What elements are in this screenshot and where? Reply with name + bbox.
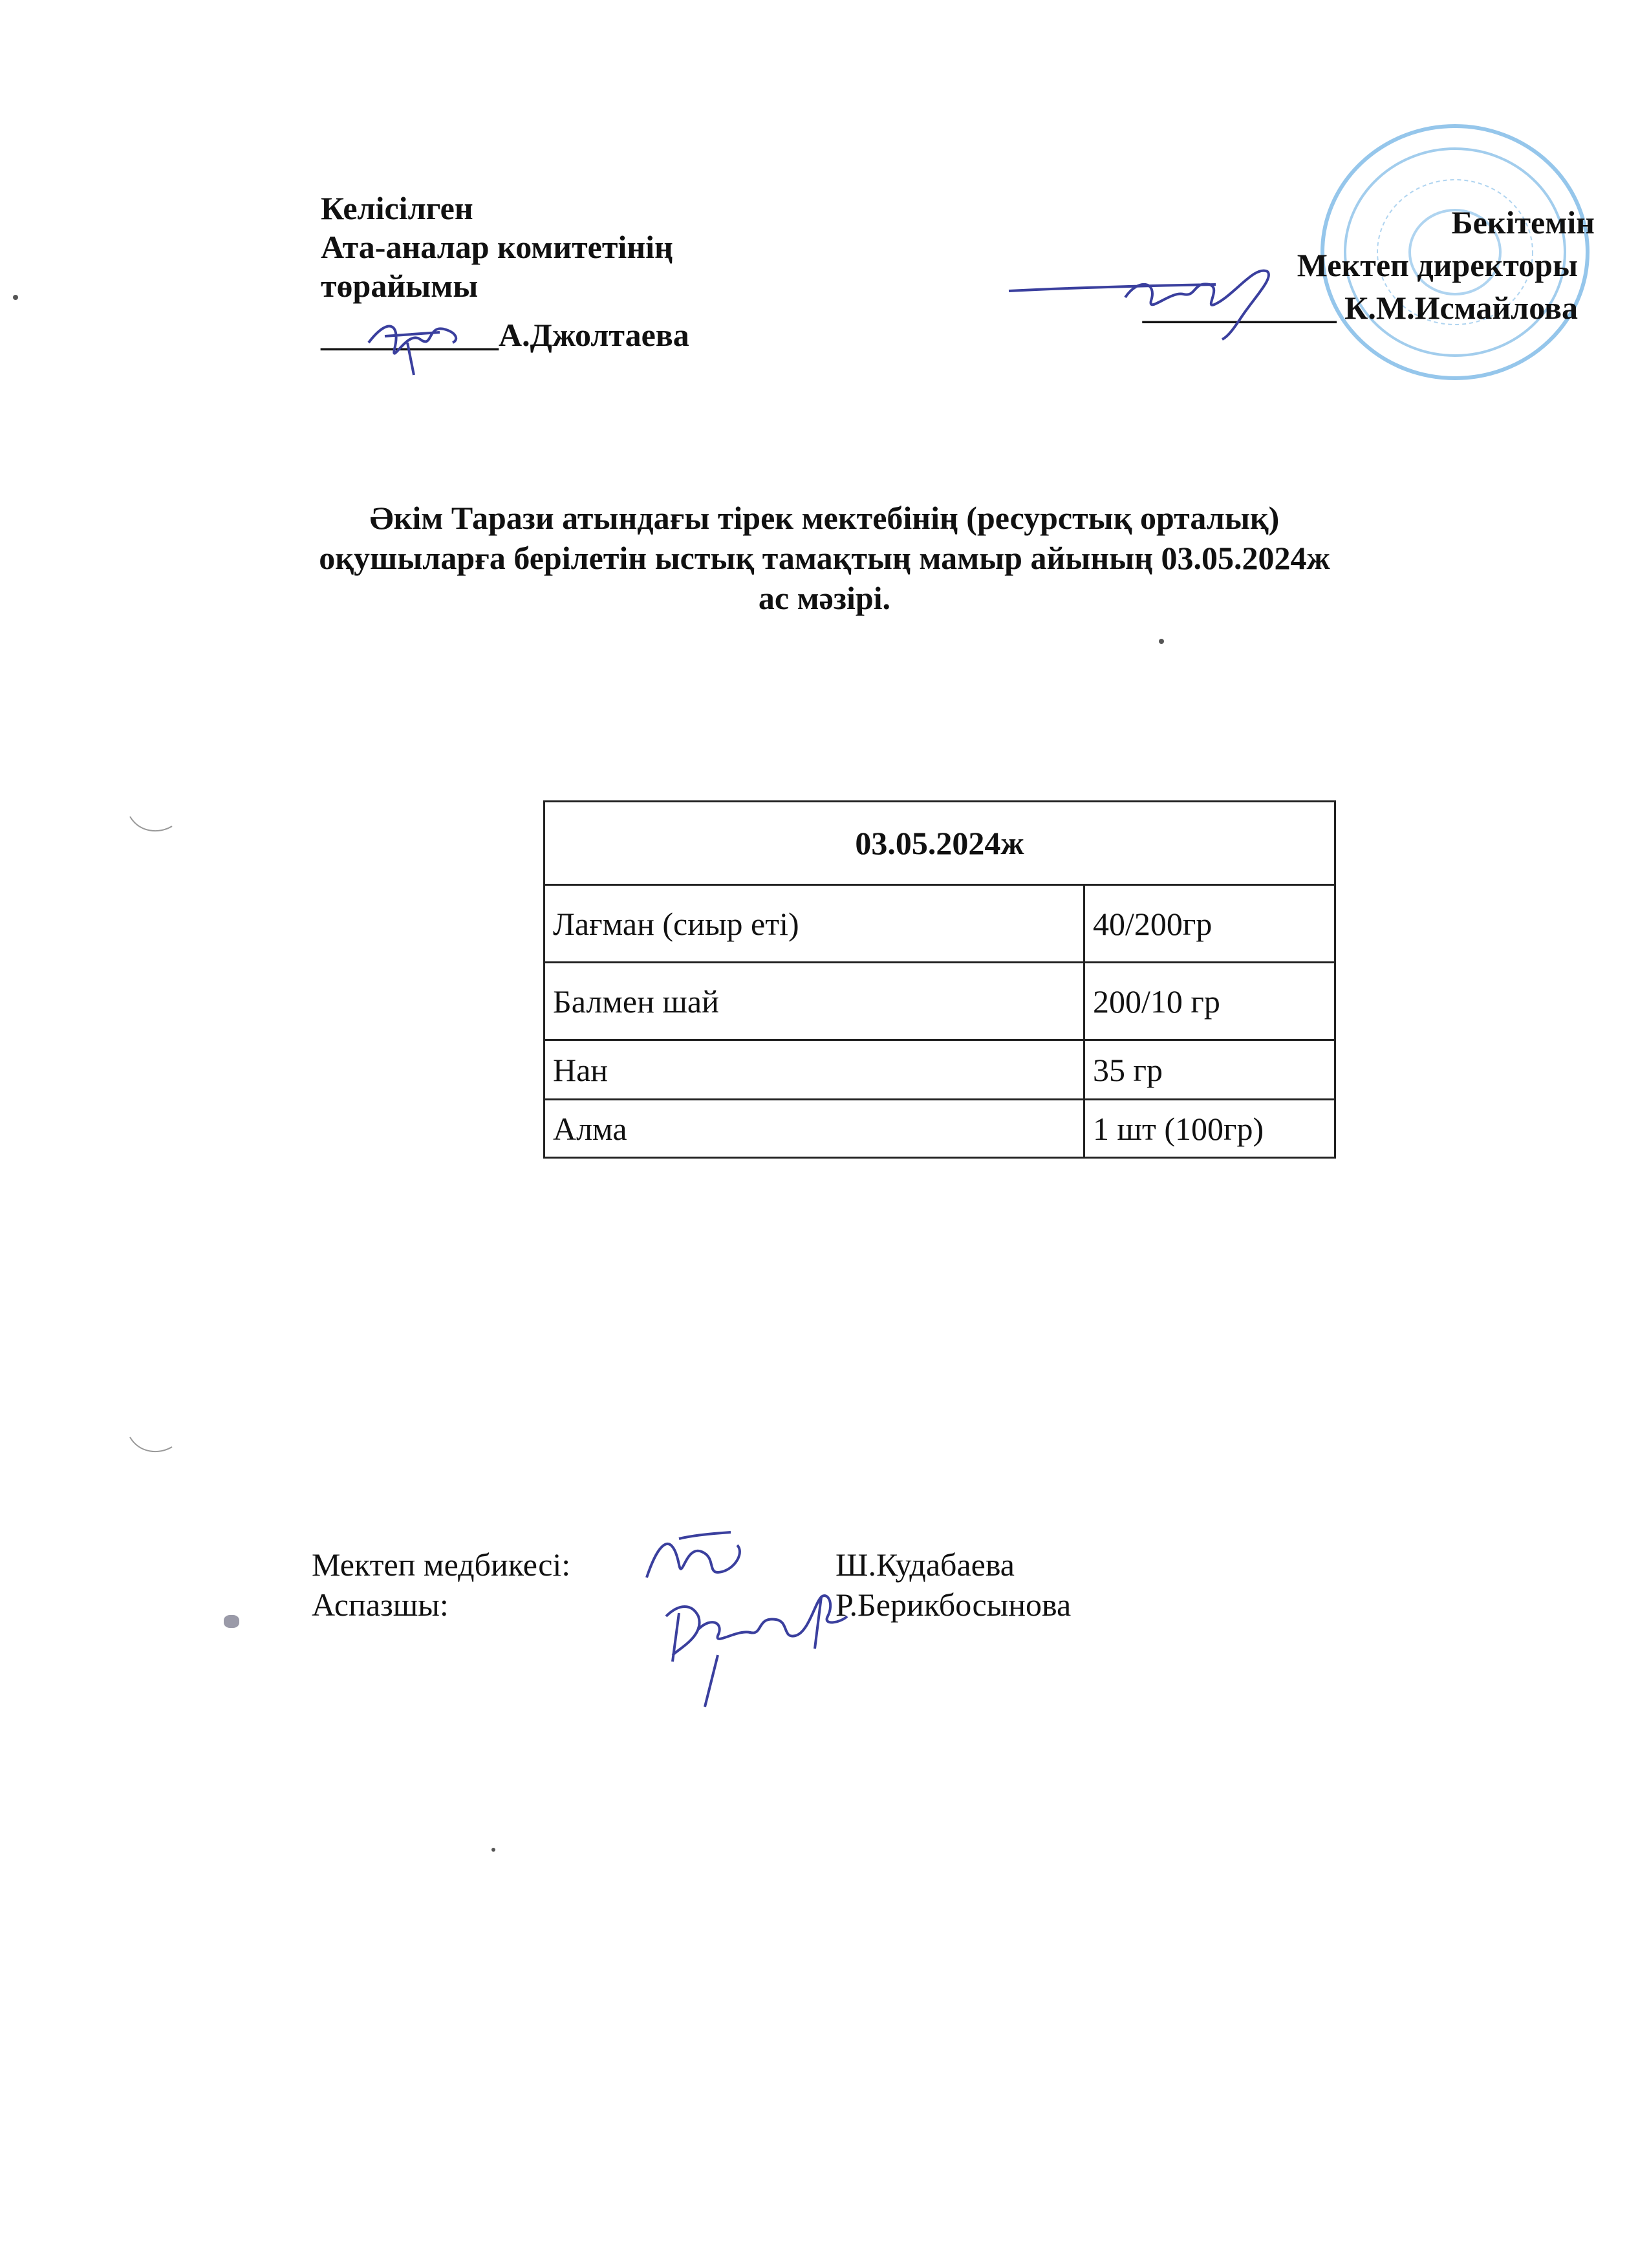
menu-item-amount: 1 шт (100гр) (1084, 1100, 1335, 1158)
document-title (0, 498, 1649, 618)
cook-name: Р.Берикбосынова (835, 1587, 1072, 1623)
director-signature-mark (1009, 259, 1306, 343)
right-signature-line: ____________ (1142, 290, 1337, 326)
scan-speck (13, 295, 18, 300)
table-row (544, 1040, 1335, 1100)
director-position: Мектеп директоры (1297, 247, 1578, 283)
table-row (544, 1100, 1335, 1158)
menu-table (543, 800, 1336, 1159)
menu-item-name: Балмен шай (544, 963, 1084, 1040)
nurse-name: Ш.Кудабаева (835, 1546, 1015, 1583)
committee-label-line2: төрайымы (321, 268, 479, 304)
menu-item-amount: 200/10 гр (1084, 963, 1335, 1040)
menu-item-name: Лағман (сиыр еті) (544, 885, 1084, 963)
left-signature-mark (362, 304, 466, 375)
menu-item-amount: 35 гр (1084, 1040, 1335, 1100)
menu-date-header: 03.05.2024ж (544, 802, 1335, 885)
left-signer-name: А.Джолтаева (499, 317, 689, 353)
table-row (544, 963, 1335, 1040)
menu-table-header-row (544, 802, 1335, 885)
right-signer-name: К.М.Исмайлова (1344, 290, 1578, 326)
title-line1: Әкім Тарази атындағы тірек мектебінің (ресурстық орталық) (369, 500, 1280, 536)
cook-label: Аспазшы: (312, 1587, 449, 1623)
scan-speck (491, 1848, 495, 1852)
approve-label: Бекітемін (1451, 204, 1595, 241)
committee-label-line1: Ата-аналар комитетінің (321, 229, 673, 265)
scan-speck (224, 1615, 239, 1628)
left-signature-line: ___________ (321, 317, 499, 353)
title-line3: ас мәзірі. (758, 580, 891, 616)
table-row (544, 885, 1335, 963)
nurse-label: Мектеп медбикесі: (312, 1546, 571, 1583)
menu-item-name: Алма (544, 1100, 1084, 1158)
title-line2: оқушыларға берілетін ыстық тамақтың мамыр айының 03.05.2024ж (319, 540, 1330, 576)
menu-item-amount: 40/200гр (1084, 885, 1335, 963)
scan-mark (127, 1434, 178, 1460)
menu-item-name: Нан (544, 1040, 1084, 1100)
scan-mark (127, 813, 178, 839)
scan-speck (1159, 639, 1164, 644)
agreed-label: Келісілген (321, 190, 473, 226)
cook-signature-mark (653, 1578, 860, 1707)
